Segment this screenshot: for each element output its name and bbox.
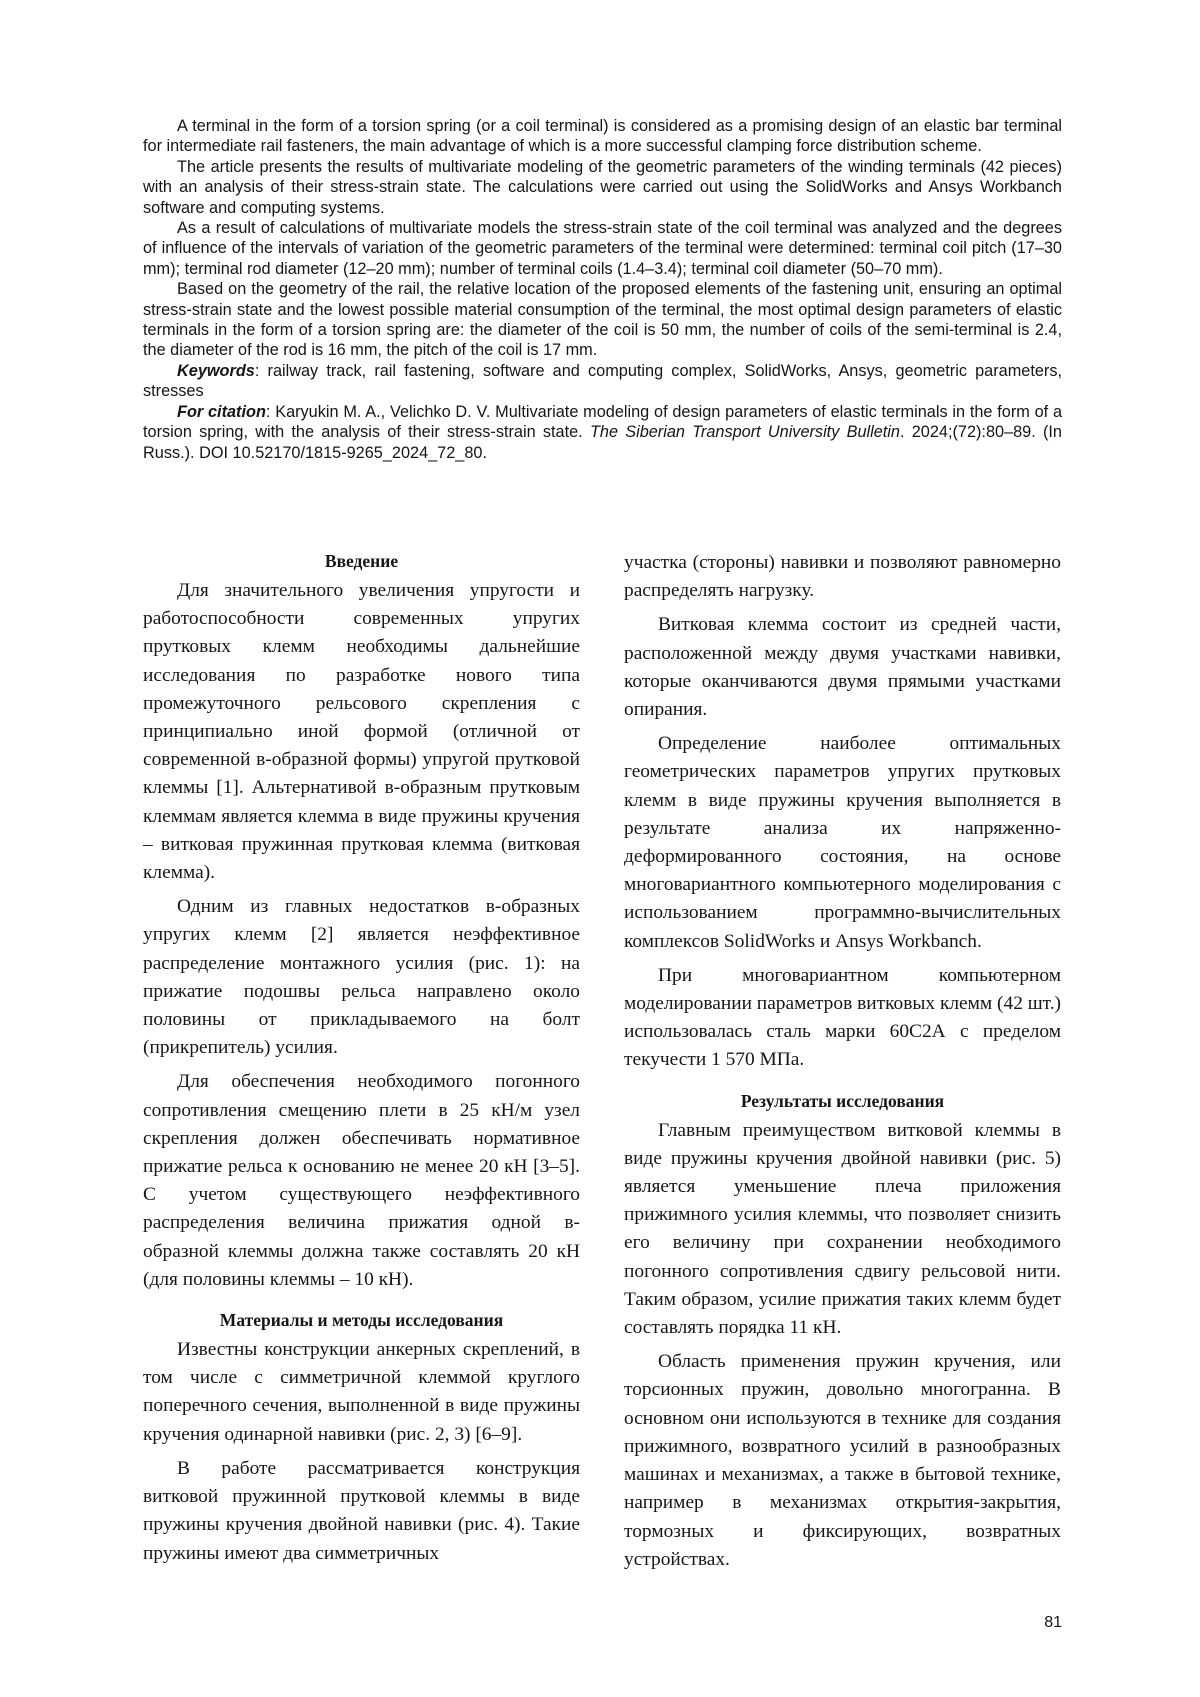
keywords <box>143 361 1062 402</box>
keywords-label: Keywords <box>177 361 255 380</box>
citation-text: : Karyukin M. A., Velichko D. V. Multivariate modeling of design parameters of elastic terminals in the form of a torsion spring, with the analysis of their stress-strain state. <box>143 402 1062 442</box>
right-paragraph-1: участка (стороны) навивки и позволяют равномерно распределять нагрузку. <box>624 552 1061 602</box>
citation-tail: . 2024;(72):80–89. (In Russ.). DOI 10.52170/1815-9265_2024_72_80. <box>143 423 1062 462</box>
right-paragraph-5: Главным преимуществом витковой клеммы в виде пружины кручения двойной навивки (рис. 5) является уменьшение плеча приложения прижимного усилия клеммы, что позволяет снизить его величину при сохранении необходимого погонного сопротивления сдвигу рельсовой нити. Таким образом, усилие прижатия таких клемм будет составлять порядка 11 кН. <box>624 1119 1061 1339</box>
left-paragraph-4: Известны конструкции анкерных скреплений, в том числе с симметричной клеммой круглого поперечного сечения, выполненной в виде пружины кручения одинарной навивки (рис. 2, 3) [6–9]. <box>143 1339 580 1445</box>
abstract-paragraph-1: A terminal in the form of a torsion spring (or a coil terminal) is considered as a promising design of an elastic bar terminal for intermediate rail fasteners, the main advantage of which is a more successful clamping force distribution scheme. <box>143 117 1062 156</box>
abstract-paragraph-4: Based on the geometry of the rail, the relative location of the proposed elements of the fastening unit, ensuring an optimal stress-strain state and the lowest possible material consumption of the terminal, the most optimal design parameters of elastic terminals in the form of a torsion spring are: the diameter of the coil is 50 mm, the number of coils of the semi-terminal is 2.4, the diameter of the rod is 16 mm, the pitch of the coil is 17 mm. <box>143 280 1062 360</box>
left-column <box>143 549 580 1574</box>
left-paragraph-5: В работе рассматривается конструкция витковой пружинной прутковой клеммы в виде пружины кручения двойной навивки (рис. 4). Такие пружины имеют два симметричных <box>143 1457 580 1564</box>
left-paragraph-1: Для значительного увеличения упругости и работоспособности современных упругих прутковых клемм необходимы дальнейшие исследования по разработке нового типа промежуточного рельсового скрепления с принципиально иной формой (отличной от современной в-образной формы) упругой прутковой клеммы [1]. Альтернативой в-образным прутковым клеммам является клемма в виде пружины кручения – витковая пружинная прутковая клемма (витковая клемма). <box>143 580 580 884</box>
right-paragraph-4: При многовариантном компьютерном моделировании параметров витковых клемм (42 шт.) использовалась сталь марки 60С2А с пределом текучести 1 570 МПа. <box>624 964 1061 1071</box>
heading-results: Результаты исследования <box>740 1090 945 1111</box>
english-abstract <box>143 116 1062 463</box>
abstract-paragraph-2: The article presents the results of multivariate modeling of the geometric parameters of the winding terminals (42 pieces) with an analysis of their stress-strain state. The calculations were carried out using the SolidWorks and Ansys Workbanch software and computing systems. <box>143 157 1062 217</box>
right-column <box>624 549 1061 1580</box>
heading-methods: Материалы и методы исследования <box>219 1310 504 1331</box>
heading-introduction: Введение <box>324 551 399 571</box>
right-paragraph-3: Определение наиболее оптимальных геометрических параметров упругих прутковых клемм в виде пружины кручения выполняется в результате анализа их напряженно-деформированного состояния, на основе многовариантного компьютерного моделирования с использованием программно-вычислительных комплексов SolidWorks и Ansys Workbanch. <box>624 733 1061 952</box>
citation <box>143 402 1062 463</box>
left-paragraph-3: Для обеспечения необходимого погонного сопротивления смещению плети в 25 кН/м узел скрепления должен обеспечивать нормативное прижатие рельса к основанию не менее 20 кН [3–5]. С учетом существующего неэффективного распределения величина прижатия одной в-образной клеммы должна также составлять 20 кН (для половины клеммы – 10 кН). <box>143 1071 580 1290</box>
left-paragraph-2: Одним из главных недостатков в-образных упругих клемм [2] является неэффективное распределение монтажного усилия (рис. 1): на прижатие подошвы рельса направлено около половины от прикладываемого на болт (прикрепитель) усилия. <box>143 896 580 1059</box>
abstract-paragraph-3: As a result of calculations of multivariate models the stress-strain state of the coil terminal was analyzed and the degrees of influence of the intervals of variation of the geometric parameters of the terminal were determined: terminal coil pitch (17–30 mm); terminal rod diameter (12–20 mm); number of terminal coils (1.4–3.4); terminal coil diameter (50–70 mm). <box>143 219 1062 278</box>
right-paragraph-2: Витковая клемма состоит из средней части, расположенной между двумя участками навивки, которые оканчиваются двумя прямыми участками опирания. <box>624 614 1061 721</box>
keywords-text: : railway track, rail fastening, software and computing complex, SolidWorks, Ansys, geometric parameters, stresses <box>143 361 1062 401</box>
citation-label: For citation <box>177 402 266 421</box>
right-paragraph-6: Область применения пружин кручения, или торсионных пружин, довольно многогранна. В основном они используются в технике для создания прижимного, возвратного усилий в разнообразных машинах и механизмах, а также в бытовой технике, например в механизмах открытия-закрытия, тормозных и фиксирующих, возвратных устройствах. <box>624 1351 1061 1570</box>
citation-journal: The Siberian Transport University Bulletin <box>589 423 900 442</box>
page-number: 81 <box>1044 1614 1062 1631</box>
